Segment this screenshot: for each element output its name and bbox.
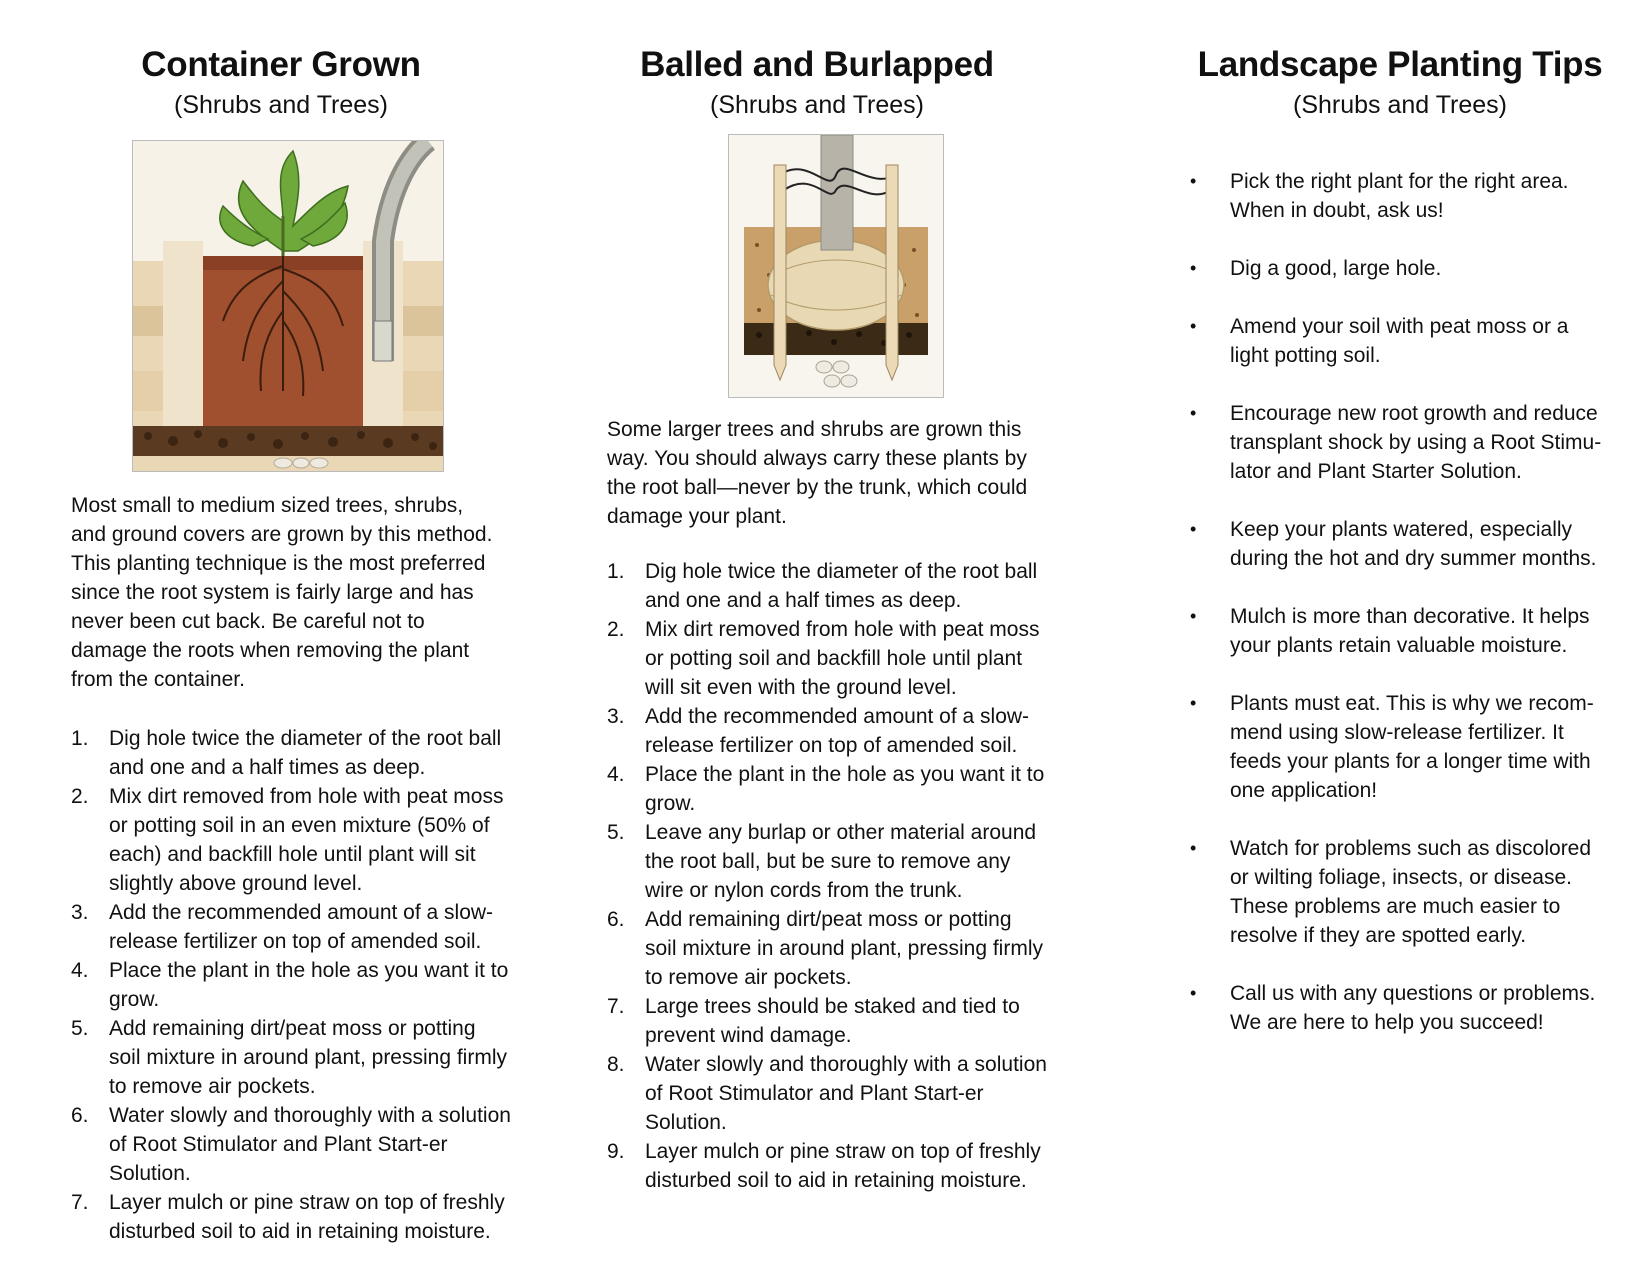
step-text: Add the recommended amount of a slow-release fertilizer on top of amended soil. [645, 705, 1030, 757]
step-number: 2. [71, 785, 89, 808]
step-item [71, 1014, 511, 1101]
tip-text: Pick the right plant for the right area. When in doubt, ask us! [1230, 170, 1569, 222]
tip-item [1190, 254, 1610, 283]
planting-tips-title: Landscape Planting Tips [1197, 45, 1603, 84]
step-text: Layer mulch or pine straw on top of freshly disturbed soil to aid in retaining moisture. [109, 1191, 505, 1243]
tip-item [1190, 602, 1610, 660]
container-grown-intro: Most small to medium sized trees, shrubs, and ground covers are grown by this method. This planting technique is the most preferred since the root system is fairly large and has never been cut back. Be careful not to damage the roots when removing the plant from the container. [71, 494, 493, 691]
step-text: Add remaining dirt/peat moss or potting soil mixture in around plant, pressing firmly to remove air pockets. [109, 1017, 507, 1098]
balled-burlapped-title: Balled and Burlapped [640, 45, 994, 84]
step-number: 5. [607, 821, 625, 844]
step-number: 3. [71, 901, 89, 924]
container-grown-title: Container Grown [141, 45, 421, 84]
step-text: Add remaining dirt/peat moss or potting soil mixture in around plant, pressing firmly to remove air pockets. [645, 908, 1043, 989]
step-text: Mix dirt removed from hole with peat moss or potting soil and backfill hole until plant will sit even with the ground level. [645, 618, 1040, 699]
step-number: 2. [607, 618, 625, 641]
tip-text: Watch for problems such as discolored or wilting foliage, insects, or disease. These problems are much easier to resolve if they are spotted early. [1230, 837, 1592, 947]
step-item [607, 557, 1047, 615]
balled-burlapped-subtitle: (Shrubs and Trees) [710, 91, 924, 119]
step-text: Place the plant in the hole as you want it to grow. [109, 959, 509, 1011]
step-item [71, 1101, 511, 1188]
step-number: 7. [607, 995, 625, 1018]
bullet-icon: • [1190, 519, 1197, 539]
step-item [607, 992, 1047, 1050]
tip-text: Keep your plants watered, especially during the hot and dry summer months. [1230, 518, 1597, 570]
step-number: 4. [607, 763, 625, 786]
bullet-icon: • [1190, 838, 1197, 858]
step-number: 8. [607, 1053, 625, 1076]
step-text: Layer mulch or pine straw on top of freshly disturbed soil to aid in retaining moisture. [645, 1140, 1041, 1192]
bullet-icon: • [1190, 258, 1197, 278]
step-number: 4. [71, 959, 89, 982]
step-item [607, 760, 1047, 818]
step-item [71, 1188, 511, 1246]
step-item [607, 1137, 1047, 1195]
bullet-icon: • [1190, 606, 1197, 626]
step-text: Water slowly and thoroughly with a solution of Root Stimulator and Plant Start-er Solution. [109, 1104, 511, 1185]
step-item [607, 1050, 1047, 1137]
step-text: Large trees should be staked and tied to prevent wind damage. [645, 995, 1020, 1047]
step-number: 1. [71, 727, 89, 750]
step-item [607, 818, 1047, 905]
step-text: Place the plant in the hole as you want it to grow. [645, 763, 1045, 815]
container-grown-steps [71, 724, 511, 1246]
step-number: 7. [71, 1191, 89, 1214]
tip-text: Call us with any questions or problems. We are here to help you succeed! [1230, 982, 1596, 1034]
step-item [71, 724, 511, 782]
bullet-icon: • [1190, 171, 1197, 191]
step-number: 6. [607, 908, 625, 931]
step-text: Mix dirt removed from hole with peat moss or potting soil in an even mixture (50% of each) and backfill hole until plant will sit slightly above ground level. [109, 785, 504, 895]
balled-burlapped-illustration [728, 134, 944, 398]
step-item [71, 782, 511, 898]
tip-text: Dig a good, large hole. [1230, 257, 1442, 280]
tip-text: Amend your soil with peat moss or a light potting soil. [1230, 315, 1569, 367]
step-number: 9. [607, 1140, 625, 1163]
tip-text: Mulch is more than decorative. It helps your plants retain valuable moisture. [1230, 605, 1590, 657]
bullet-icon: • [1190, 693, 1197, 713]
balled-burlapped-intro: Some larger trees and shrubs are grown this way. You should always carry these plants by the root ball—never by the trunk, which could damage your plant. [607, 418, 1028, 528]
tip-item [1190, 399, 1610, 486]
step-item [71, 956, 511, 1014]
container-grown-illustration [132, 140, 444, 472]
step-text: Water slowly and thoroughly with a solution of Root Stimulator and Plant Start-er Solution. [645, 1053, 1047, 1134]
tip-text: Plants must eat. This is why we recom-mend using slow-release fertilizer. It feeds your plants for a longer time with one application! [1230, 692, 1594, 802]
bullet-icon: • [1190, 316, 1197, 336]
tip-item [1190, 689, 1610, 805]
step-item [607, 702, 1047, 760]
container-grown-subtitle: (Shrubs and Trees) [174, 91, 388, 119]
step-text: Add the recommended amount of a slow-release fertilizer on top of amended soil. [109, 901, 494, 953]
step-item [71, 898, 511, 956]
planting-tips-list [1190, 167, 1610, 1066]
step-number: 1. [607, 560, 625, 583]
tip-item [1190, 979, 1610, 1037]
tip-item [1190, 834, 1610, 950]
tip-text: Encourage new root growth and reduce transplant shock by using a Root Stimu-lator and Plant Starter Solution. [1230, 402, 1602, 483]
step-text: Leave any burlap or other material around the root ball, but be sure to remove any wire or nylon cords from the trunk. [645, 821, 1037, 902]
step-number: 5. [71, 1017, 89, 1040]
bullet-icon: • [1190, 983, 1197, 1003]
step-item [607, 905, 1047, 992]
tip-item [1190, 515, 1610, 573]
step-number: 6. [71, 1104, 89, 1127]
tip-item [1190, 167, 1610, 225]
step-text: Dig hole twice the diameter of the root ball and one and a half times as deep. [109, 727, 502, 779]
tip-item [1190, 312, 1610, 370]
step-text: Dig hole twice the diameter of the root ball and one and a half times as deep. [645, 560, 1038, 612]
step-item [607, 615, 1047, 702]
bullet-icon: • [1190, 403, 1197, 423]
step-number: 3. [607, 705, 625, 728]
planting-tips-subtitle: (Shrubs and Trees) [1293, 91, 1507, 119]
balled-burlapped-steps [607, 557, 1047, 1195]
